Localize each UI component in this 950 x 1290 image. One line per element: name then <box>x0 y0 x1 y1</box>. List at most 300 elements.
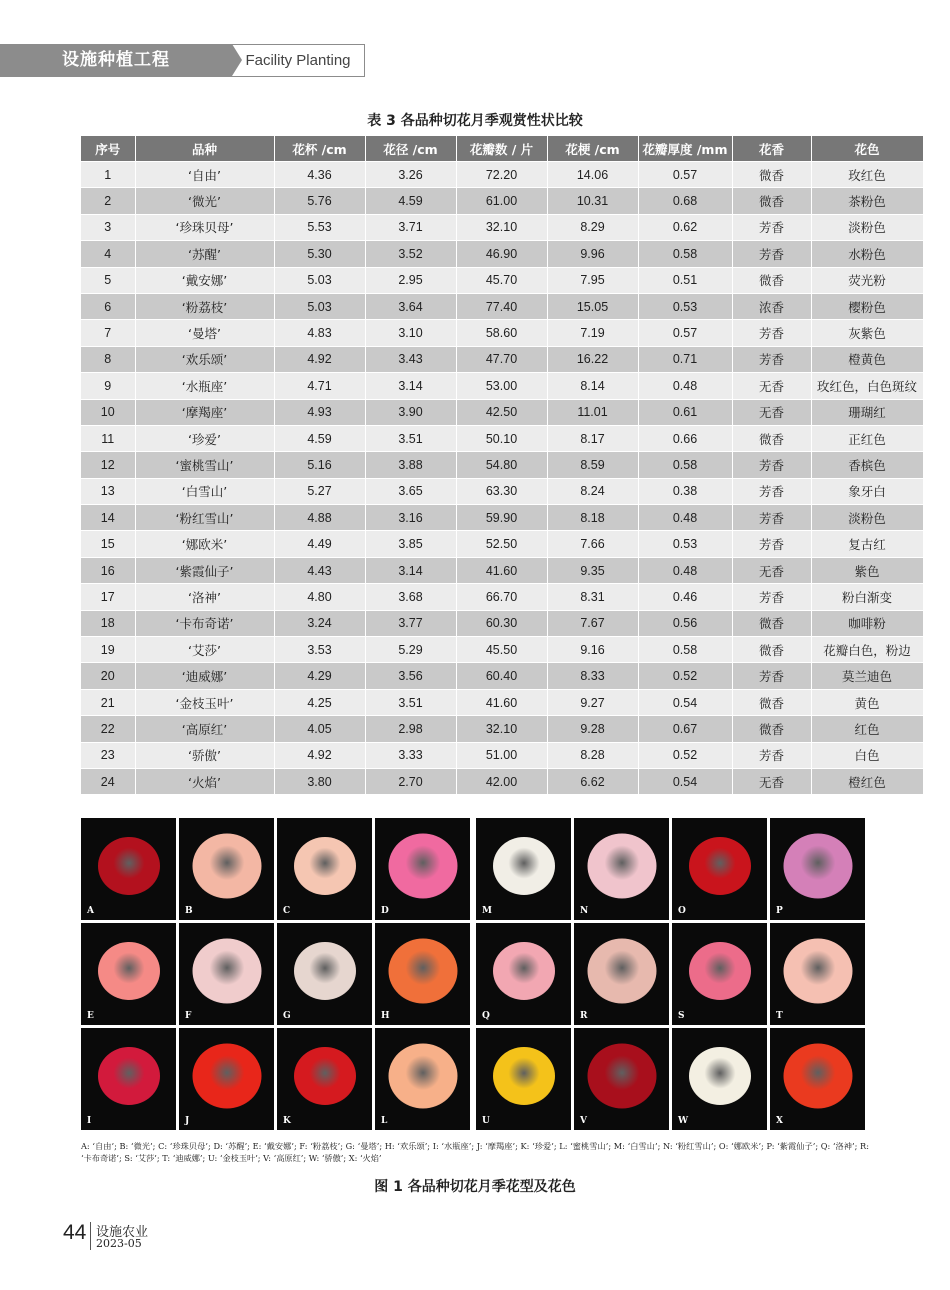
table-cell: 9.96 <box>547 241 638 267</box>
table-cell: ‘水瓶座’ <box>135 373 274 399</box>
trait-comparison-table <box>81 136 924 794</box>
table-cell: 19 <box>81 637 135 663</box>
table-cell: 16.22 <box>547 346 638 372</box>
table-cell: 淡粉色 <box>811 214 923 240</box>
table-cell: 2.98 <box>365 716 456 742</box>
table-cell: 5.16 <box>274 452 365 478</box>
table-row <box>81 768 923 794</box>
table-cell: 黄色 <box>811 689 923 715</box>
table-cell: 象牙白 <box>811 478 923 504</box>
table-cell: ‘紫霞仙子’ <box>135 557 274 583</box>
table-cell: 6.62 <box>547 768 638 794</box>
table-cell: 3.88 <box>365 452 456 478</box>
table-cell: 0.57 <box>638 320 732 346</box>
table-cell: 3.51 <box>365 425 456 451</box>
table-cell: 0.53 <box>638 531 732 557</box>
table-cell: 微香 <box>732 689 811 715</box>
table-header-row <box>81 136 923 162</box>
table-cell: ‘欢乐颂’ <box>135 346 274 372</box>
table-cell: 2.95 <box>365 267 456 293</box>
table-cell: 0.66 <box>638 425 732 451</box>
table-row <box>81 557 923 583</box>
table-cell: 0.71 <box>638 346 732 372</box>
table-cell: 46.90 <box>456 241 547 267</box>
table-cell: 3.53 <box>274 637 365 663</box>
table-cell: 16 <box>81 557 135 583</box>
table-cell: 11.01 <box>547 399 638 425</box>
table-cell: 42.50 <box>456 399 547 425</box>
rose-photo <box>375 818 470 920</box>
figure-title: 图 1 各品种切花月季花型及花色 <box>374 1179 576 1195</box>
table-cell: 3.14 <box>365 557 456 583</box>
rose-photo <box>672 818 767 920</box>
table-cell: ‘摩羯座’ <box>135 399 274 425</box>
table-cell: 42.00 <box>456 768 547 794</box>
table-cell: 54.80 <box>456 452 547 478</box>
photo-label: U <box>482 1116 490 1126</box>
table-row <box>81 478 923 504</box>
table-cell: 6 <box>81 293 135 319</box>
table-cell: 32.10 <box>456 716 547 742</box>
table-row <box>81 399 923 425</box>
table-cell: 5.03 <box>274 267 365 293</box>
table-cell: 41.60 <box>456 557 547 583</box>
table-row <box>81 505 923 531</box>
rose-photo <box>81 923 176 1025</box>
table-cell: 0.58 <box>638 452 732 478</box>
rose-photo <box>179 1028 274 1130</box>
rose-photo <box>574 818 669 920</box>
column-header: 序号 <box>81 136 135 162</box>
table-row <box>81 584 923 610</box>
rose-flower-icon <box>388 833 457 898</box>
table-cell: 9 <box>81 373 135 399</box>
table-cell: 芳香 <box>732 478 811 504</box>
table-cell: 13 <box>81 478 135 504</box>
column-header: 花色 <box>811 136 923 162</box>
table-cell: 微香 <box>732 637 811 663</box>
table-row <box>81 267 923 293</box>
table-cell: 5.30 <box>274 241 365 267</box>
table-cell: 4.92 <box>274 346 365 372</box>
table-cell: 微香 <box>732 610 811 636</box>
table-cell: 正红色 <box>811 425 923 451</box>
table-cell: 微香 <box>732 267 811 293</box>
rose-photo <box>81 1028 176 1130</box>
rose-flower-icon <box>587 1043 656 1108</box>
table-cell: 灰紫色 <box>811 320 923 346</box>
table-row <box>81 188 923 214</box>
photo-label: V <box>580 1116 587 1126</box>
photo-label: S <box>678 1011 685 1021</box>
rose-photo <box>375 923 470 1025</box>
rose-flower-icon <box>587 938 656 1003</box>
table-cell: 紫色 <box>811 557 923 583</box>
rose-photo <box>476 818 571 920</box>
table-cell: 5 <box>81 267 135 293</box>
table-cell: 58.60 <box>456 320 547 346</box>
table-cell: 0.52 <box>638 742 732 768</box>
page-number: 44 <box>63 1221 87 1244</box>
rose-flower-icon <box>783 1043 852 1108</box>
table-cell: ‘戴安娜’ <box>135 267 274 293</box>
photo-label: B <box>185 906 193 916</box>
table-row <box>81 610 923 636</box>
table-cell: 8.33 <box>547 663 638 689</box>
table-cell: 7.95 <box>547 267 638 293</box>
table-cell: 2 <box>81 188 135 214</box>
table-row <box>81 452 923 478</box>
table-cell: 3.52 <box>365 241 456 267</box>
table-cell: 芳香 <box>732 742 811 768</box>
table-cell: 无香 <box>732 768 811 794</box>
table-cell: 8.29 <box>547 214 638 240</box>
table-cell: 7.67 <box>547 610 638 636</box>
table-title: 表 3 各品种切花月季观赏性状比较 <box>367 113 583 129</box>
rose-photo <box>672 1028 767 1130</box>
column-header: 花杯 /cm <box>274 136 365 162</box>
rose-flower-icon <box>493 837 555 895</box>
table-cell: 莫兰迪色 <box>811 663 923 689</box>
table-cell: 72.20 <box>456 162 547 188</box>
table-cell: 50.10 <box>456 425 547 451</box>
photo-label: M <box>482 906 492 916</box>
rose-flower-icon <box>192 833 261 898</box>
table-cell: 4.59 <box>365 188 456 214</box>
column-header: 花瓣数 / 片 <box>456 136 547 162</box>
photo-label: N <box>580 906 589 916</box>
table-cell: 芳香 <box>732 531 811 557</box>
table-cell: 5.29 <box>365 637 456 663</box>
table-row <box>81 293 923 319</box>
table-cell: 17 <box>81 584 135 610</box>
table-cell: 51.00 <box>456 742 547 768</box>
table-cell: 3.71 <box>365 214 456 240</box>
table-cell: 3.77 <box>365 610 456 636</box>
table-cell: 15 <box>81 531 135 557</box>
table-cell: ‘艾莎’ <box>135 637 274 663</box>
table-cell: 复古红 <box>811 531 923 557</box>
table-cell: 9.27 <box>547 689 638 715</box>
table-cell: 3.51 <box>365 689 456 715</box>
table-cell: 8.31 <box>547 584 638 610</box>
table-cell: 45.70 <box>456 267 547 293</box>
table-cell: 橙红色 <box>811 768 923 794</box>
rose-photo <box>770 923 865 1025</box>
rose-flower-icon <box>783 833 852 898</box>
table-cell: ‘粉红雪山’ <box>135 505 274 531</box>
table-cell: 0.56 <box>638 610 732 636</box>
table-row <box>81 425 923 451</box>
table-cell: 芳香 <box>732 505 811 531</box>
table-cell: 4 <box>81 241 135 267</box>
table-cell: 茶粉色 <box>811 188 923 214</box>
table-cell: 3.90 <box>365 399 456 425</box>
table-cell: ‘骄傲’ <box>135 742 274 768</box>
photo-label: J <box>185 1116 190 1126</box>
table-cell: 4.92 <box>274 742 365 768</box>
table-row <box>81 346 923 372</box>
rose-flower-icon <box>783 938 852 1003</box>
table-cell: 3.43 <box>365 346 456 372</box>
table-cell: 4.59 <box>274 425 365 451</box>
table-cell: 5.53 <box>274 214 365 240</box>
table-cell: 3.56 <box>365 663 456 689</box>
table-cell: 63.30 <box>456 478 547 504</box>
photo-label: D <box>381 906 389 916</box>
table-cell: 3.33 <box>365 742 456 768</box>
table-cell: 4.36 <box>274 162 365 188</box>
photo-label: L <box>381 1116 388 1126</box>
table-cell: 0.54 <box>638 689 732 715</box>
photo-label: C <box>283 906 291 916</box>
table-cell: ‘珍爱’ <box>135 425 274 451</box>
table-cell: 8.14 <box>547 373 638 399</box>
table-cell: ‘曼塔’ <box>135 320 274 346</box>
table-cell: ‘娜欧米’ <box>135 531 274 557</box>
section-title-en: Facility Planting <box>232 44 365 77</box>
table-cell: 15.05 <box>547 293 638 319</box>
table-cell: 橙黄色 <box>811 346 923 372</box>
table-cell: 32.10 <box>456 214 547 240</box>
table-cell: 8 <box>81 346 135 372</box>
photo-label: H <box>381 1011 390 1021</box>
table-cell: ‘卡布奇诺’ <box>135 610 274 636</box>
table-cell: 花瓣白色，粉边 <box>811 637 923 663</box>
rose-photo <box>179 818 274 920</box>
table-cell: 10.31 <box>547 188 638 214</box>
table-cell: 1 <box>81 162 135 188</box>
table-cell: 4.83 <box>274 320 365 346</box>
table-cell: 52.50 <box>456 531 547 557</box>
table-cell: 芳香 <box>732 452 811 478</box>
photo-label: A <box>87 906 94 916</box>
table-cell: ‘高原红’ <box>135 716 274 742</box>
table-cell: 8.24 <box>547 478 638 504</box>
table-cell: 5.76 <box>274 188 365 214</box>
table-cell: 61.00 <box>456 188 547 214</box>
table-cell: 21 <box>81 689 135 715</box>
table-cell: 14 <box>81 505 135 531</box>
rose-flower-icon <box>689 942 751 1000</box>
table-cell: 3.80 <box>274 768 365 794</box>
table-cell: 9.28 <box>547 716 638 742</box>
column-header: 花径 /cm <box>365 136 456 162</box>
photo-label: E <box>87 1011 94 1021</box>
rose-photo <box>770 818 865 920</box>
table-cell: 22 <box>81 716 135 742</box>
table-cell: 8.18 <box>547 505 638 531</box>
table-cell: ‘蜜桃雪山’ <box>135 452 274 478</box>
table-row <box>81 716 923 742</box>
table-cell: 59.90 <box>456 505 547 531</box>
rose-flower-icon <box>294 837 356 895</box>
table-row <box>81 637 923 663</box>
table-cell: 0.48 <box>638 505 732 531</box>
column-header: 花瓣厚度 /mm <box>638 136 732 162</box>
table-cell: 0.61 <box>638 399 732 425</box>
table-cell: 芳香 <box>732 320 811 346</box>
table-cell: 0.57 <box>638 162 732 188</box>
table-cell: 4.29 <box>274 663 365 689</box>
rose-flower-icon <box>388 938 457 1003</box>
table-cell: 3.65 <box>365 478 456 504</box>
rose-photo <box>574 923 669 1025</box>
table-cell: 4.93 <box>274 399 365 425</box>
rose-photo <box>476 923 571 1025</box>
table-cell: 玫红色，白色斑纹 <box>811 373 923 399</box>
photo-label: X <box>776 1116 783 1126</box>
table-cell: 白色 <box>811 742 923 768</box>
table-row <box>81 320 923 346</box>
table-cell: 微香 <box>732 162 811 188</box>
column-header: 花香 <box>732 136 811 162</box>
rose-flower-icon <box>689 1047 751 1105</box>
photo-label: K <box>283 1116 291 1126</box>
table-cell: ‘微光’ <box>135 188 274 214</box>
table-cell: 浓香 <box>732 293 811 319</box>
table-cell: 0.48 <box>638 557 732 583</box>
table-cell: 24 <box>81 768 135 794</box>
table-cell: 0.38 <box>638 478 732 504</box>
table-cell: 0.67 <box>638 716 732 742</box>
table-cell: 微香 <box>732 188 811 214</box>
table-cell: 咖啡粉 <box>811 610 923 636</box>
rose-flower-icon <box>192 938 261 1003</box>
rose-photo <box>277 818 372 920</box>
rose-flower-icon <box>98 837 160 895</box>
footer-divider <box>90 1222 91 1250</box>
table-cell: 4.05 <box>274 716 365 742</box>
table-cell: 3.64 <box>365 293 456 319</box>
table-cell: 玫红色 <box>811 162 923 188</box>
rose-photo <box>770 1028 865 1130</box>
rose-flower-icon <box>587 833 656 898</box>
table-cell: ‘洛神’ <box>135 584 274 610</box>
table-cell: 45.50 <box>456 637 547 663</box>
table-cell: 8.17 <box>547 425 638 451</box>
table-cell: 红色 <box>811 716 923 742</box>
table-cell: 4.71 <box>274 373 365 399</box>
rose-flower-icon <box>493 1047 555 1105</box>
table-cell: 3 <box>81 214 135 240</box>
table-row <box>81 214 923 240</box>
table-cell: 9.35 <box>547 557 638 583</box>
photo-label: R <box>580 1011 588 1021</box>
rose-flower-icon <box>98 1047 160 1105</box>
column-header: 花梗 /cm <box>547 136 638 162</box>
photo-label: W <box>678 1116 689 1126</box>
table-cell: 0.53 <box>638 293 732 319</box>
table-cell: 14.06 <box>547 162 638 188</box>
table-cell: 无香 <box>732 399 811 425</box>
rose-photo <box>672 923 767 1025</box>
photo-label: Q <box>482 1011 490 1021</box>
table-cell: 11 <box>81 425 135 451</box>
rose-photo <box>375 1028 470 1130</box>
rose-flower-icon <box>294 1047 356 1105</box>
table-cell: 3.10 <box>365 320 456 346</box>
table-row <box>81 689 923 715</box>
photo-label: I <box>87 1116 92 1126</box>
table-cell: 水粉色 <box>811 241 923 267</box>
table-cell: 10 <box>81 399 135 425</box>
table-cell: 53.00 <box>456 373 547 399</box>
table-cell: ‘珍珠贝母’ <box>135 214 274 240</box>
rose-flower-icon <box>493 942 555 1000</box>
table-cell: 20 <box>81 663 135 689</box>
table-cell: 0.51 <box>638 267 732 293</box>
table-cell: 41.60 <box>456 689 547 715</box>
rose-photo <box>277 923 372 1025</box>
photo-label: G <box>283 1011 291 1021</box>
table-cell: 4.43 <box>274 557 365 583</box>
table-cell: 3.68 <box>365 584 456 610</box>
table-cell: 芳香 <box>732 663 811 689</box>
photo-label: O <box>678 906 686 916</box>
figure-caption-list: A: ‘自由’; B: ‘微光’; C: ‘珍珠贝母’; D: ‘苏醒’; E: ‘戴安娜’; F: ‘粉荔枝’; G: ‘曼塔’; H: ‘欢乐颂’; I: ‘水瓶座’; J: ‘摩羯座’; K: ‘珍爱’; L: ‘蜜桃雪山’; M: ‘白雪山’; N: ‘粉红雪山’; O: ‘娜欧米’; P: ‘紫霞仙子’; Q: ‘洛神’; R: ‘卡布奇诺’; S: ‘艾莎’; T: ‘迪威娜’; U: ‘金枝玉叶’; V: ‘高原红’; W: ‘骄傲’; X: ‘火焰’ <box>81 1141 869 1163</box>
table-cell: 芳香 <box>732 241 811 267</box>
journal-issue: 2023-05 <box>96 1237 142 1250</box>
table-cell: 9.16 <box>547 637 638 663</box>
table-cell: 7.19 <box>547 320 638 346</box>
table-cell: 0.58 <box>638 241 732 267</box>
rose-photo <box>179 923 274 1025</box>
table-cell: 8.59 <box>547 452 638 478</box>
photo-label: T <box>776 1011 783 1021</box>
table-cell: 无香 <box>732 557 811 583</box>
rose-photo <box>277 1028 372 1130</box>
table-cell: 芳香 <box>732 584 811 610</box>
photo-label: F <box>185 1011 192 1021</box>
table-row <box>81 373 923 399</box>
section-title-cn: 设施种植工程 <box>62 50 170 70</box>
table-cell: 微香 <box>732 716 811 742</box>
table-cell: 芳香 <box>732 214 811 240</box>
journal-name: 设施农业 <box>96 1225 149 1240</box>
table-body <box>81 162 923 795</box>
table-row <box>81 162 923 188</box>
table-cell: 23 <box>81 742 135 768</box>
table-cell: 0.62 <box>638 214 732 240</box>
table-cell: 4.88 <box>274 505 365 531</box>
table-cell: 0.52 <box>638 663 732 689</box>
column-header: 品种 <box>135 136 274 162</box>
table-cell: 0.46 <box>638 584 732 610</box>
table-cell: 12 <box>81 452 135 478</box>
table-cell: 60.40 <box>456 663 547 689</box>
table-cell: 7.66 <box>547 531 638 557</box>
table-row <box>81 663 923 689</box>
rose-flower-icon <box>689 837 751 895</box>
table-cell: 淡粉色 <box>811 505 923 531</box>
table-cell: 4.25 <box>274 689 365 715</box>
table-cell: 香槟色 <box>811 452 923 478</box>
table-cell: 66.70 <box>456 584 547 610</box>
table-cell: 0.48 <box>638 373 732 399</box>
photo-label: P <box>776 906 783 916</box>
table-cell: 7 <box>81 320 135 346</box>
table-cell: ‘自由’ <box>135 162 274 188</box>
table-cell: ‘迪威娜’ <box>135 663 274 689</box>
rose-flower-icon <box>294 942 356 1000</box>
table-cell: 60.30 <box>456 610 547 636</box>
table-row <box>81 241 923 267</box>
table-cell: 无香 <box>732 373 811 399</box>
table-cell: 0.54 <box>638 768 732 794</box>
table-cell: 3.26 <box>365 162 456 188</box>
table-cell: 荧光粉 <box>811 267 923 293</box>
